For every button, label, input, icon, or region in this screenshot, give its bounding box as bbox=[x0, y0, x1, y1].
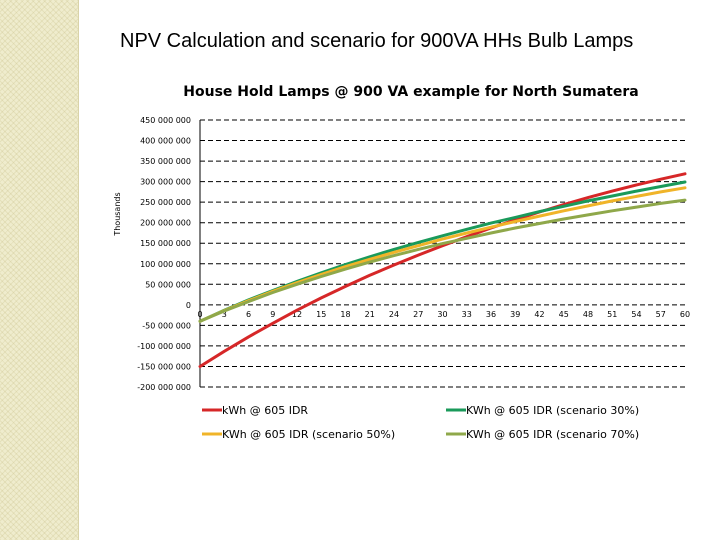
x-tick-label: 15 bbox=[316, 309, 327, 319]
y-tick-label: -50 000 000 bbox=[142, 321, 191, 331]
series-line bbox=[200, 182, 685, 321]
y-tick-label: 400 000 000 bbox=[140, 136, 191, 146]
series-line bbox=[200, 188, 685, 321]
x-tick-label: 48 bbox=[582, 309, 594, 319]
x-tick-label: 54 bbox=[631, 309, 642, 319]
y-tick-label: 100 000 000 bbox=[140, 259, 191, 269]
x-tick-label: 9 bbox=[270, 309, 276, 319]
x-tick-label: 12 bbox=[291, 309, 303, 319]
legend-label: KWh @ 605 IDR (scenario 30%) bbox=[466, 404, 640, 417]
chart-title: House Hold Lamps @ 900 VA example for North Sumatera bbox=[183, 84, 639, 100]
y-tick-label: -150 000 000 bbox=[137, 362, 191, 372]
y-tick-label: 150 000 000 bbox=[140, 239, 191, 249]
x-tick-label: 21 bbox=[364, 309, 375, 319]
legend-label: KWh @ 605 IDR (scenario 50%) bbox=[222, 428, 396, 441]
x-tick-label: 3 bbox=[221, 309, 227, 319]
y-tick-label: 350 000 000 bbox=[140, 157, 191, 167]
y-tick-label: -100 000 000 bbox=[137, 341, 191, 351]
x-tick-label: 51 bbox=[607, 309, 618, 319]
x-tick-label: 60 bbox=[679, 309, 691, 319]
y-tick-label: 300 000 000 bbox=[140, 177, 191, 187]
x-tick-label: 18 bbox=[340, 309, 351, 319]
y-tick-label: 200 000 000 bbox=[140, 218, 191, 228]
series-line bbox=[200, 174, 685, 367]
y-tick-label: 250 000 000 bbox=[140, 198, 191, 208]
x-tick-label: 0 bbox=[197, 309, 203, 319]
x-tick-label: 27 bbox=[413, 309, 424, 319]
x-tick-label: 24 bbox=[388, 309, 400, 319]
legend-label: KWh @ 605 IDR (scenario 70%) bbox=[466, 428, 640, 441]
y-axis-label: Thousands bbox=[113, 192, 122, 236]
legend-label: kWh @ 605 IDR bbox=[222, 404, 309, 417]
x-tick-label: 6 bbox=[245, 309, 252, 319]
x-tick-label: 33 bbox=[461, 309, 472, 319]
x-tick-label: 57 bbox=[655, 309, 666, 319]
x-tick-label: 45 bbox=[558, 309, 569, 319]
x-tick-label: 36 bbox=[485, 309, 497, 319]
x-tick-label: 42 bbox=[534, 309, 545, 319]
series-line bbox=[200, 200, 685, 321]
y-tick-label: 0 bbox=[185, 300, 191, 310]
slide-title: NPV Calculation and scenario for 900VA HHs Bulb Lamps bbox=[120, 30, 634, 52]
y-tick-label: -200 000 000 bbox=[137, 383, 191, 392]
x-tick-label: 39 bbox=[510, 309, 521, 319]
x-tick-label: 30 bbox=[437, 309, 448, 319]
y-tick-label: 450 000 000 bbox=[140, 116, 191, 125]
y-tick-label: 50 000 000 bbox=[145, 280, 191, 290]
